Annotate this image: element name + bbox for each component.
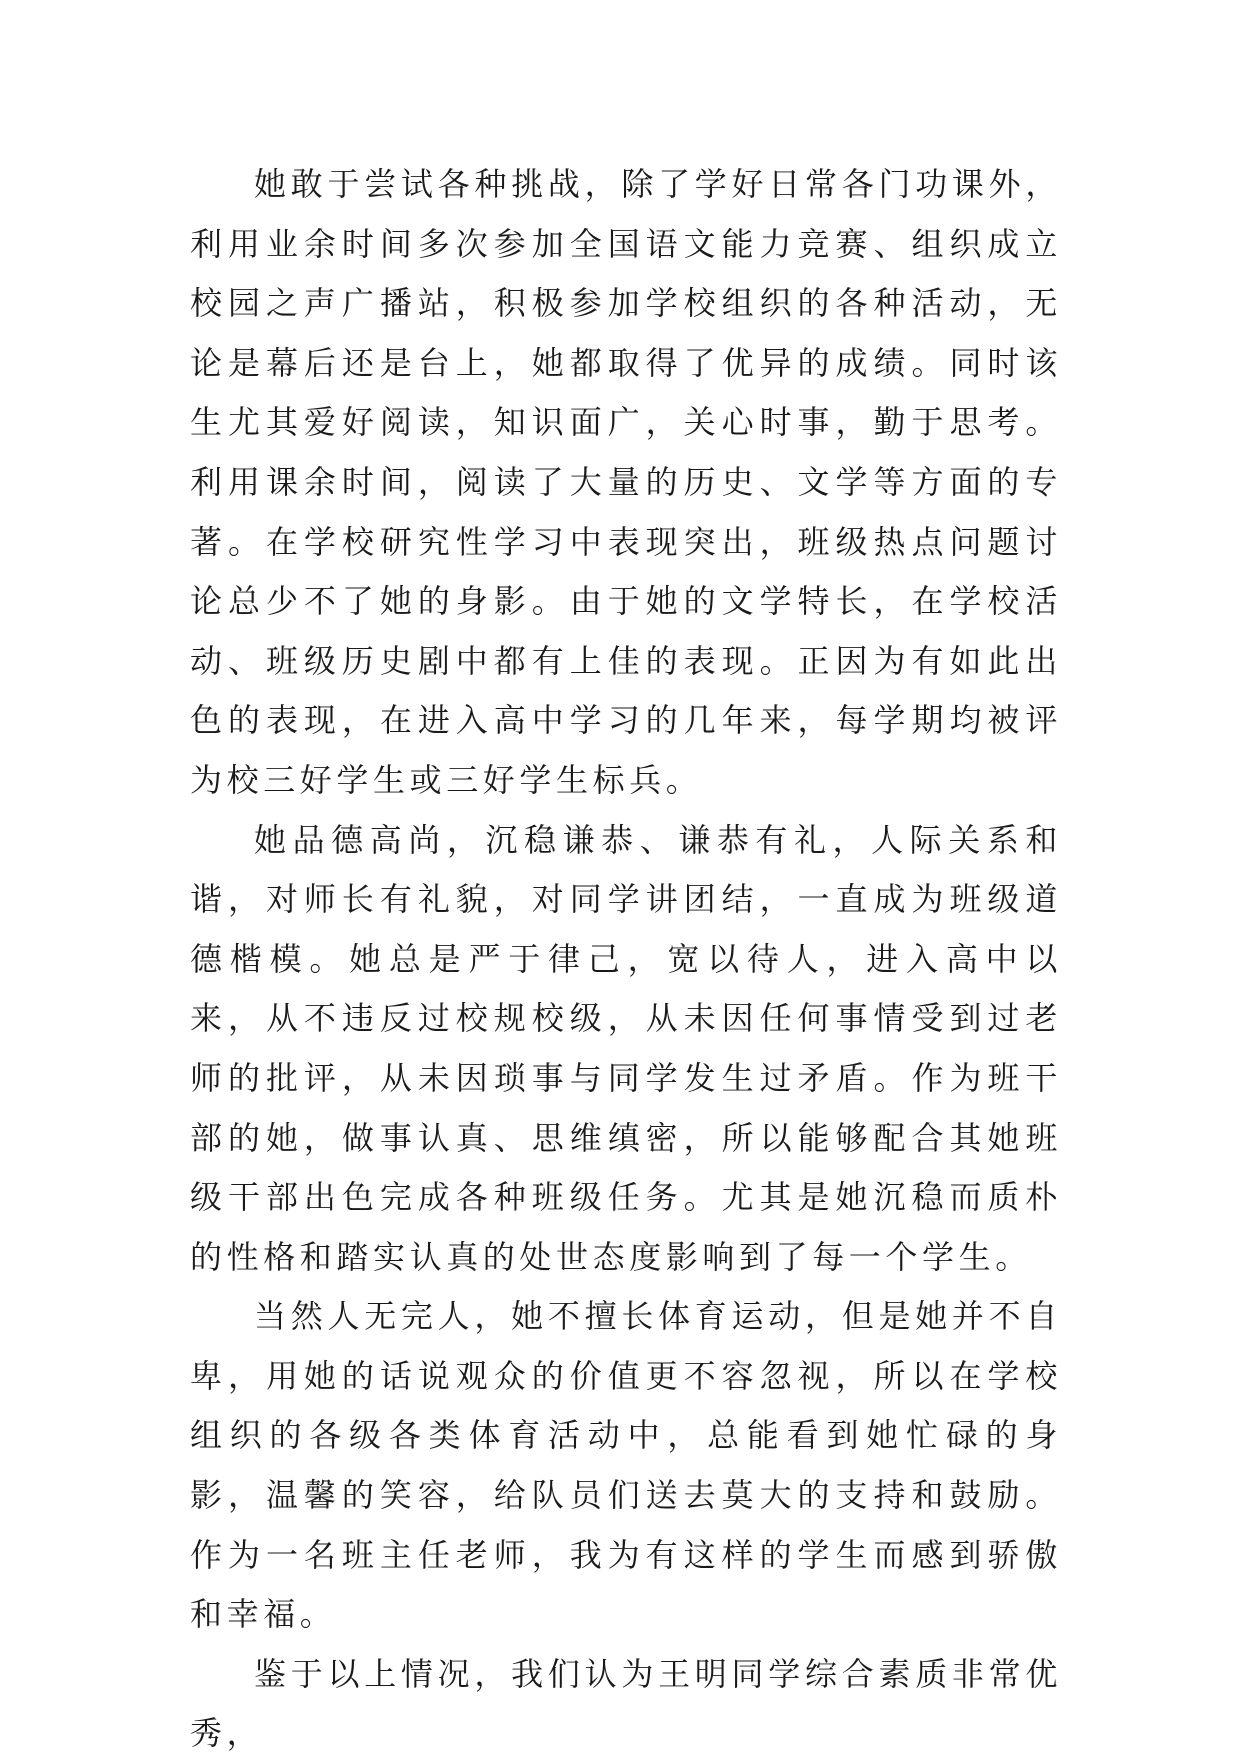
- paragraph-2: 她品德高尚，沉稳谦恭、谦恭有礼，人际关系和谐，对师长有礼貌，对同学讲团结，一直成为班级道德楷模。她总是严于律己，宽以待人，进入高中以来，从不违反过校规校级，从未因任何事情受到过老师的批评，从未因琐事与同学发生过矛盾。作为班干部的她，做事认真、思维缜密，所以能够配合其她班级干部出色完成各种班级任务。尤其是她沉稳而质朴的性格和踏实认真的处世态度影响到了每一个学生。: [190, 820, 1062, 1276]
- paragraph-4: 鉴于以上情况，我们认为王明同学综合素质非常优秀，: [190, 1654, 1062, 1753]
- paragraph-3: 当然人无完人，她不擅长体育运动，但是她并不自卑，用她的话说观众的价值更不容忽视，所以在学校组织的各级各类体育活动中，总能看到她忙碌的身影，温馨的笑容，给队员们送去莫大的支持和鼓励。作为一名班主任老师，我为有这样的学生而感到骄傲和幸福。: [190, 1297, 1062, 1634]
- document-body: [190, 155, 1062, 1764]
- paragraph-1: 她敢于尝试各种挑战，除了学好日常各门功课外，利用业余时间多次参加全国语文能力竞赛、组织成立校园之声广播站，积极参加学校组织的各种活动，无论是幕后还是台上，她都取得了优异的成绩。同时该生尤其爱好阅读，知识面广，关心时事，勤于思考。利用课余时间，阅读了大量的历史、文学等方面的专著。在学校研究性学习中表现突出，班级热点问题讨论总少不了她的身影。由于她的文学特长，在学校活动、班级历史剧中都有上佳的表现。正因为有如此出色的表现，在进入高中学习的几年来，每学期均被评为校三好学生或三好学生标兵。: [190, 165, 1062, 799]
